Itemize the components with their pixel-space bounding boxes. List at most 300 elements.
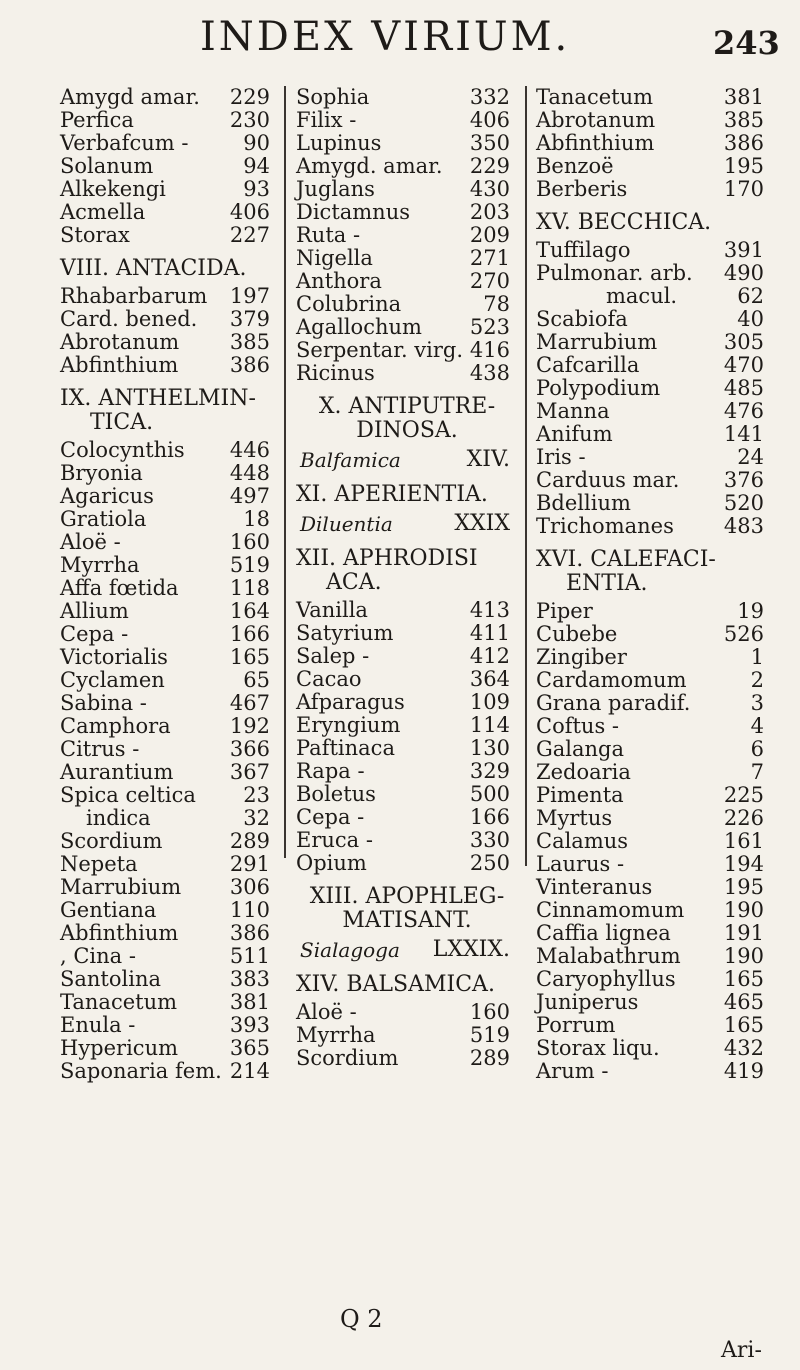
index-entry bbox=[536, 423, 772, 446]
index-entry bbox=[536, 968, 772, 991]
index-entry bbox=[60, 991, 278, 1014]
entry-name: Salep - bbox=[296, 644, 370, 668]
section-heading-line: ENTIA. bbox=[566, 571, 648, 596]
entry-name: Boletus bbox=[296, 782, 376, 806]
entry-page-number: 519 bbox=[469, 1023, 510, 1047]
index-entry bbox=[536, 715, 772, 738]
index-entry bbox=[296, 829, 518, 852]
index-entry bbox=[536, 400, 772, 423]
entry-page-number: 161 bbox=[723, 829, 764, 853]
entry-name: Zingiber bbox=[536, 645, 627, 669]
entry-name: Ruta - bbox=[296, 223, 361, 247]
section-heading: VIII. ANTACIDA. bbox=[60, 256, 247, 281]
index-entry bbox=[536, 1014, 772, 1037]
entry-name: Caryophyllus bbox=[536, 967, 676, 991]
entry-name: Malabathrum bbox=[536, 944, 681, 968]
index-entry bbox=[536, 285, 772, 308]
entry-name: Carduus mar. bbox=[536, 468, 680, 492]
index-entry bbox=[60, 462, 278, 485]
entry-page-number: 385 bbox=[229, 330, 270, 354]
entry-page-number: 170 bbox=[723, 177, 764, 201]
entry-page-number: 226 bbox=[723, 806, 764, 830]
entry-name: Solanum bbox=[60, 154, 154, 178]
section-heading: XIV. BALSAMICA. bbox=[296, 972, 495, 997]
page-number: 243 bbox=[713, 24, 780, 62]
index-entry bbox=[296, 783, 518, 806]
entry-name: Nepeta bbox=[60, 852, 138, 876]
entry-page-number: 109 bbox=[469, 690, 510, 714]
entry-name: , Cina - bbox=[60, 944, 136, 968]
index-entry bbox=[60, 715, 278, 738]
index-entry bbox=[296, 132, 518, 155]
entry-page-number: 229 bbox=[229, 85, 270, 109]
index-entry bbox=[60, 132, 278, 155]
entry-page-number: 250 bbox=[469, 851, 510, 875]
catchword: Ari- bbox=[721, 1338, 762, 1363]
entry-page-number: 195 bbox=[723, 875, 764, 899]
entry-page-number: 376 bbox=[723, 468, 764, 492]
entry-page-number: 194 bbox=[723, 852, 764, 876]
entry-page-number: 203 bbox=[469, 200, 510, 224]
index-entry bbox=[536, 876, 772, 899]
entry-page-number: 214 bbox=[229, 1059, 270, 1083]
index-entry bbox=[60, 439, 278, 462]
entry-page-number: 330 bbox=[469, 828, 510, 852]
entry-name: Saponaria fem. bbox=[60, 1059, 222, 1083]
entry-name: Scordium bbox=[296, 1046, 399, 1070]
entry-name: Alkekengi bbox=[60, 177, 166, 201]
entry-name: Juglans bbox=[296, 177, 375, 201]
index-entry bbox=[536, 446, 772, 469]
section-heading-line: XIII. APOPHLEG- bbox=[309, 884, 505, 909]
entry-page-number: 166 bbox=[229, 622, 270, 646]
entry-page-number: 24 bbox=[737, 445, 764, 469]
entry-name: Tuffilago bbox=[536, 238, 631, 262]
index-entry bbox=[60, 876, 278, 899]
entry-page-number: 519 bbox=[229, 553, 270, 577]
entry-name: Tanacetum bbox=[60, 990, 178, 1014]
entry-name: Calamus bbox=[536, 829, 629, 853]
entry-name: Card. bened. bbox=[60, 307, 198, 331]
section-heading-line: DINOSA. bbox=[356, 418, 458, 443]
index-entry bbox=[296, 668, 518, 691]
index-entry bbox=[536, 492, 772, 515]
index-entry bbox=[296, 339, 518, 362]
index-entry bbox=[60, 830, 278, 853]
index-entry bbox=[60, 646, 278, 669]
entry-page-number: 411 bbox=[469, 621, 510, 645]
entry-name: Gentiana bbox=[60, 898, 157, 922]
entry-name: Anifum bbox=[536, 422, 613, 446]
entry-page-number: 160 bbox=[469, 1000, 510, 1024]
entry-name: Manna bbox=[536, 399, 610, 423]
index-entry bbox=[536, 899, 772, 922]
index-entry bbox=[536, 1060, 772, 1083]
index-entry bbox=[296, 645, 518, 668]
entry-name: Agallochum bbox=[296, 315, 422, 339]
index-entry bbox=[60, 968, 278, 991]
index-entry bbox=[60, 86, 278, 109]
index-entry bbox=[536, 155, 772, 178]
entry-name: Marrubium bbox=[60, 875, 182, 899]
entry-name: Camphora bbox=[60, 714, 171, 738]
entry-page-number: 430 bbox=[469, 177, 510, 201]
entry-name: Cardamomum bbox=[536, 668, 687, 692]
index-entry bbox=[60, 784, 278, 807]
entry-page-number: 416 bbox=[469, 338, 510, 362]
index-entry bbox=[60, 508, 278, 531]
entry-name: Storax bbox=[60, 223, 130, 247]
entry-name: Allium bbox=[60, 599, 129, 623]
entry-name: Enula - bbox=[60, 1013, 136, 1037]
index-entry bbox=[60, 669, 278, 692]
entry-page-number: 391 bbox=[723, 238, 764, 262]
entry-page-number: 160 bbox=[229, 530, 270, 554]
cross-reference-number: LXXIX. bbox=[432, 937, 510, 962]
entry-name: Caffia lignea bbox=[536, 921, 671, 945]
index-entry bbox=[536, 86, 772, 109]
entry-name: Pulmonar. arb. bbox=[536, 261, 693, 285]
entry-list bbox=[296, 86, 518, 385]
entry-page-number: 476 bbox=[723, 399, 764, 423]
entry-name: Pimenta bbox=[536, 783, 624, 807]
entry-name: Bryonia bbox=[60, 461, 143, 485]
index-entry bbox=[296, 599, 518, 622]
entry-name: Abfinthium bbox=[60, 921, 179, 945]
index-entry bbox=[536, 109, 772, 132]
entry-page-number: 1 bbox=[750, 645, 764, 669]
index-entry bbox=[296, 737, 518, 760]
entry-name: Hypericum bbox=[60, 1036, 179, 1060]
column-divider bbox=[525, 86, 527, 866]
entry-name: Piper bbox=[536, 599, 593, 623]
section-heading bbox=[296, 395, 518, 443]
entry-page-number: 114 bbox=[469, 713, 510, 737]
index-entry bbox=[60, 945, 278, 968]
entry-page-number: 195 bbox=[723, 154, 764, 178]
index-entry bbox=[296, 155, 518, 178]
entry-page-number: 90 bbox=[243, 131, 270, 155]
entry-page-number: 291 bbox=[229, 852, 270, 876]
entry-page-number: 379 bbox=[229, 307, 270, 331]
cross-reference-number: XIV. bbox=[466, 447, 510, 472]
cross-reference-class: Diluentia bbox=[300, 512, 393, 536]
entry-name: Porrum bbox=[536, 1013, 616, 1037]
index-entry bbox=[60, 308, 278, 331]
entry-page-number: 329 bbox=[469, 759, 510, 783]
entry-list bbox=[536, 239, 772, 538]
entry-page-number: 289 bbox=[469, 1046, 510, 1070]
entry-page-number: 270 bbox=[469, 269, 510, 293]
entry-page-number: 465 bbox=[723, 990, 764, 1014]
entry-page-number: 419 bbox=[723, 1059, 764, 1083]
entry-page-number: 523 bbox=[469, 315, 510, 339]
entry-list bbox=[296, 599, 518, 875]
entry-name: Amygd amar. bbox=[60, 85, 200, 109]
index-entry bbox=[536, 646, 772, 669]
index-entry bbox=[60, 807, 278, 830]
entry-name: Serpentar. virg. bbox=[296, 338, 464, 362]
index-entry bbox=[536, 132, 772, 155]
index-entry bbox=[536, 807, 772, 830]
entry-name: Afparagus bbox=[296, 690, 405, 714]
index-entry bbox=[536, 377, 772, 400]
index-entry bbox=[536, 853, 772, 876]
index-entry bbox=[536, 354, 772, 377]
entry-page-number: 165 bbox=[723, 967, 764, 991]
entry-name: Opium bbox=[296, 851, 367, 875]
entry-name: Sabina - bbox=[60, 691, 147, 715]
entry-name: Spica celtica bbox=[60, 783, 196, 807]
signature-mark: Q 2 bbox=[340, 1305, 383, 1333]
entry-name: Aloë - bbox=[60, 530, 121, 554]
entry-page-number: 227 bbox=[229, 223, 270, 247]
entry-page-number: 386 bbox=[723, 131, 764, 155]
entry-page-number: 413 bbox=[469, 598, 510, 622]
entry-page-number: 229 bbox=[469, 154, 510, 178]
entry-name: Rhabarbarum bbox=[60, 284, 208, 308]
entry-page-number: 271 bbox=[469, 246, 510, 270]
entry-page-number: 62 bbox=[737, 284, 764, 308]
entry-page-number: 40 bbox=[737, 307, 764, 331]
entry-name: Gratiola bbox=[60, 507, 147, 531]
entry-page-number: 448 bbox=[229, 461, 270, 485]
entry-name: Berberis bbox=[536, 177, 628, 201]
page-header bbox=[0, 14, 800, 74]
entry-page-number: 7 bbox=[750, 760, 764, 784]
entry-name: Myrtus bbox=[536, 806, 613, 830]
entry-page-number: 190 bbox=[723, 944, 764, 968]
index-entry bbox=[536, 308, 772, 331]
index-entry bbox=[296, 852, 518, 875]
index-entry bbox=[296, 1001, 518, 1024]
entry-name: indica bbox=[86, 806, 151, 830]
entry-list bbox=[60, 86, 278, 247]
entry-name: Acmella bbox=[60, 200, 146, 224]
entry-name: Agaricus bbox=[60, 484, 154, 508]
entry-page-number: 332 bbox=[469, 85, 510, 109]
entry-page-number: 18 bbox=[243, 507, 270, 531]
entry-name: Bdellium bbox=[536, 491, 631, 515]
page-title: INDEX VIRIUM. bbox=[200, 14, 571, 60]
entry-page-number: 467 bbox=[229, 691, 270, 715]
section-heading: XV. BECCHICA. bbox=[536, 210, 712, 235]
entry-name: Verbafcum - bbox=[60, 131, 189, 155]
entry-page-number: 110 bbox=[229, 898, 270, 922]
index-entry bbox=[60, 853, 278, 876]
entry-page-number: 94 bbox=[243, 154, 270, 178]
entry-name: Colubrina bbox=[296, 292, 402, 316]
index-entry bbox=[296, 270, 518, 293]
entry-name: Myrrha bbox=[60, 553, 140, 577]
entry-page-number: 385 bbox=[723, 108, 764, 132]
index-entry bbox=[536, 991, 772, 1014]
index-entry bbox=[296, 247, 518, 270]
index-entry bbox=[60, 1014, 278, 1037]
entry-name: Juniperus bbox=[536, 990, 639, 1014]
index-entry bbox=[296, 362, 518, 385]
entry-page-number: 432 bbox=[723, 1036, 764, 1060]
entry-name: Eryngium bbox=[296, 713, 401, 737]
index-column-2 bbox=[296, 86, 518, 1070]
entry-page-number: 305 bbox=[723, 330, 764, 354]
index-entry bbox=[296, 316, 518, 339]
index-entry bbox=[60, 155, 278, 178]
entry-name: Cubebe bbox=[536, 622, 618, 646]
entry-name: Abfinthium bbox=[536, 131, 655, 155]
entry-page-number: 381 bbox=[229, 990, 270, 1014]
entry-name: Colocynthis bbox=[60, 438, 185, 462]
entry-page-number: 141 bbox=[723, 422, 764, 446]
entry-name: Nigella bbox=[296, 246, 373, 270]
entry-page-number: 393 bbox=[229, 1013, 270, 1037]
entry-name: Paftinaca bbox=[296, 736, 395, 760]
entry-list bbox=[296, 1001, 518, 1070]
section-heading-line: X. ANTIPUTRE- bbox=[318, 394, 496, 419]
entry-page-number: 406 bbox=[469, 108, 510, 132]
section-heading bbox=[296, 885, 518, 933]
entry-name: Storax liqu. bbox=[536, 1036, 660, 1060]
entry-name: Abfinthium bbox=[60, 353, 179, 377]
index-entry bbox=[296, 622, 518, 645]
entry-page-number: 190 bbox=[723, 898, 764, 922]
index-entry bbox=[296, 760, 518, 783]
entry-page-number: 306 bbox=[229, 875, 270, 899]
entry-page-number: 470 bbox=[723, 353, 764, 377]
cross-reference bbox=[296, 447, 518, 473]
entry-page-number: 520 bbox=[723, 491, 764, 515]
section-heading: XI. APERIENTIA. bbox=[296, 482, 488, 507]
entry-page-number: 485 bbox=[723, 376, 764, 400]
entry-name: Lupinus bbox=[296, 131, 382, 155]
entry-page-number: 230 bbox=[229, 108, 270, 132]
entry-page-number: 364 bbox=[469, 667, 510, 691]
entry-page-number: 209 bbox=[469, 223, 510, 247]
entry-name: Galanga bbox=[536, 737, 625, 761]
entry-name: Marrubium bbox=[536, 330, 658, 354]
entry-page-number: 490 bbox=[723, 261, 764, 285]
index-entry bbox=[296, 293, 518, 316]
entry-name: Trichomanes bbox=[536, 514, 674, 538]
index-entry bbox=[60, 738, 278, 761]
entry-name: Anthora bbox=[296, 269, 382, 293]
index-entry bbox=[296, 691, 518, 714]
index-entry bbox=[60, 178, 278, 201]
entry-page-number: 446 bbox=[229, 438, 270, 462]
entry-name: Filix - bbox=[296, 108, 357, 132]
entry-page-number: 526 bbox=[723, 622, 764, 646]
section-heading-line: XVI. CALEFACI- bbox=[536, 547, 716, 572]
index-entry bbox=[60, 109, 278, 132]
entry-page-number: 350 bbox=[469, 131, 510, 155]
cross-reference-number: XXIX bbox=[454, 511, 510, 536]
entry-name: Cacao bbox=[296, 667, 362, 691]
entry-page-number: 497 bbox=[229, 484, 270, 508]
entry-page-number: 197 bbox=[229, 284, 270, 308]
entry-name: Abrotanum bbox=[536, 108, 656, 132]
index-entry bbox=[296, 178, 518, 201]
section-heading-line: XII. APHRODISI bbox=[296, 546, 478, 571]
entry-name: Polypodium bbox=[536, 376, 661, 400]
column-divider bbox=[284, 86, 286, 858]
entry-name: Cafcarilla bbox=[536, 353, 640, 377]
index-entry bbox=[60, 354, 278, 377]
entry-page-number: 381 bbox=[723, 85, 764, 109]
index-entry bbox=[60, 600, 278, 623]
index-entry bbox=[536, 239, 772, 262]
entry-name: Aloë - bbox=[296, 1000, 357, 1024]
index-entry bbox=[536, 669, 772, 692]
entry-name: Cepa - bbox=[296, 805, 365, 829]
index-entry bbox=[60, 577, 278, 600]
entry-name: Iris - bbox=[536, 445, 586, 469]
entry-page-number: 386 bbox=[229, 921, 270, 945]
entry-name: Cepa - bbox=[60, 622, 129, 646]
entry-page-number: 383 bbox=[229, 967, 270, 991]
entry-name: Cinnamomum bbox=[536, 898, 685, 922]
cross-reference-class: Sialagoga bbox=[300, 938, 400, 962]
entry-page-number: 23 bbox=[243, 783, 270, 807]
entry-name: Rapa - bbox=[296, 759, 365, 783]
entry-page-number: 164 bbox=[229, 599, 270, 623]
entry-name: Scabiofa bbox=[536, 307, 628, 331]
entry-name: Abrotanum bbox=[60, 330, 180, 354]
index-column-1 bbox=[60, 86, 278, 1083]
index-entry bbox=[536, 469, 772, 492]
index-entry bbox=[296, 1024, 518, 1047]
index-entry bbox=[536, 738, 772, 761]
entry-name: Santolina bbox=[60, 967, 161, 991]
index-entry bbox=[536, 262, 772, 285]
entry-page-number: 118 bbox=[229, 576, 270, 600]
section-heading bbox=[296, 547, 518, 595]
entry-page-number: 438 bbox=[469, 361, 510, 385]
entry-page-number: 225 bbox=[723, 783, 764, 807]
section-heading bbox=[60, 387, 278, 435]
entry-name: Perfica bbox=[60, 108, 134, 132]
entry-name: Aurantium bbox=[60, 760, 174, 784]
entry-name: Ricinus bbox=[296, 361, 375, 385]
index-entry bbox=[60, 1060, 278, 1083]
entry-page-number: 32 bbox=[243, 806, 270, 830]
entry-list bbox=[60, 439, 278, 1083]
index-entry bbox=[60, 922, 278, 945]
index-entry bbox=[536, 178, 772, 201]
entry-page-number: 165 bbox=[723, 1013, 764, 1037]
index-entry bbox=[296, 1047, 518, 1070]
index-entry bbox=[60, 531, 278, 554]
entry-page-number: 483 bbox=[723, 514, 764, 538]
entry-name: Grana paradif. bbox=[536, 691, 691, 715]
entry-list bbox=[536, 86, 772, 201]
cross-reference bbox=[296, 511, 518, 537]
entry-page-number: 386 bbox=[229, 353, 270, 377]
entry-page-number: 500 bbox=[469, 782, 510, 806]
index-entry bbox=[536, 1037, 772, 1060]
index-entry bbox=[60, 692, 278, 715]
entry-name: Amygd. amar. bbox=[296, 154, 443, 178]
entry-page-number: 166 bbox=[469, 805, 510, 829]
index-entry bbox=[536, 784, 772, 807]
index-entry bbox=[536, 600, 772, 623]
entry-name: Dictamnus bbox=[296, 200, 411, 224]
index-entry bbox=[296, 201, 518, 224]
entry-name: macul. bbox=[606, 284, 678, 308]
entry-page-number: 192 bbox=[229, 714, 270, 738]
index-entry bbox=[60, 224, 278, 247]
cross-reference bbox=[296, 937, 518, 963]
index-entry bbox=[60, 201, 278, 224]
